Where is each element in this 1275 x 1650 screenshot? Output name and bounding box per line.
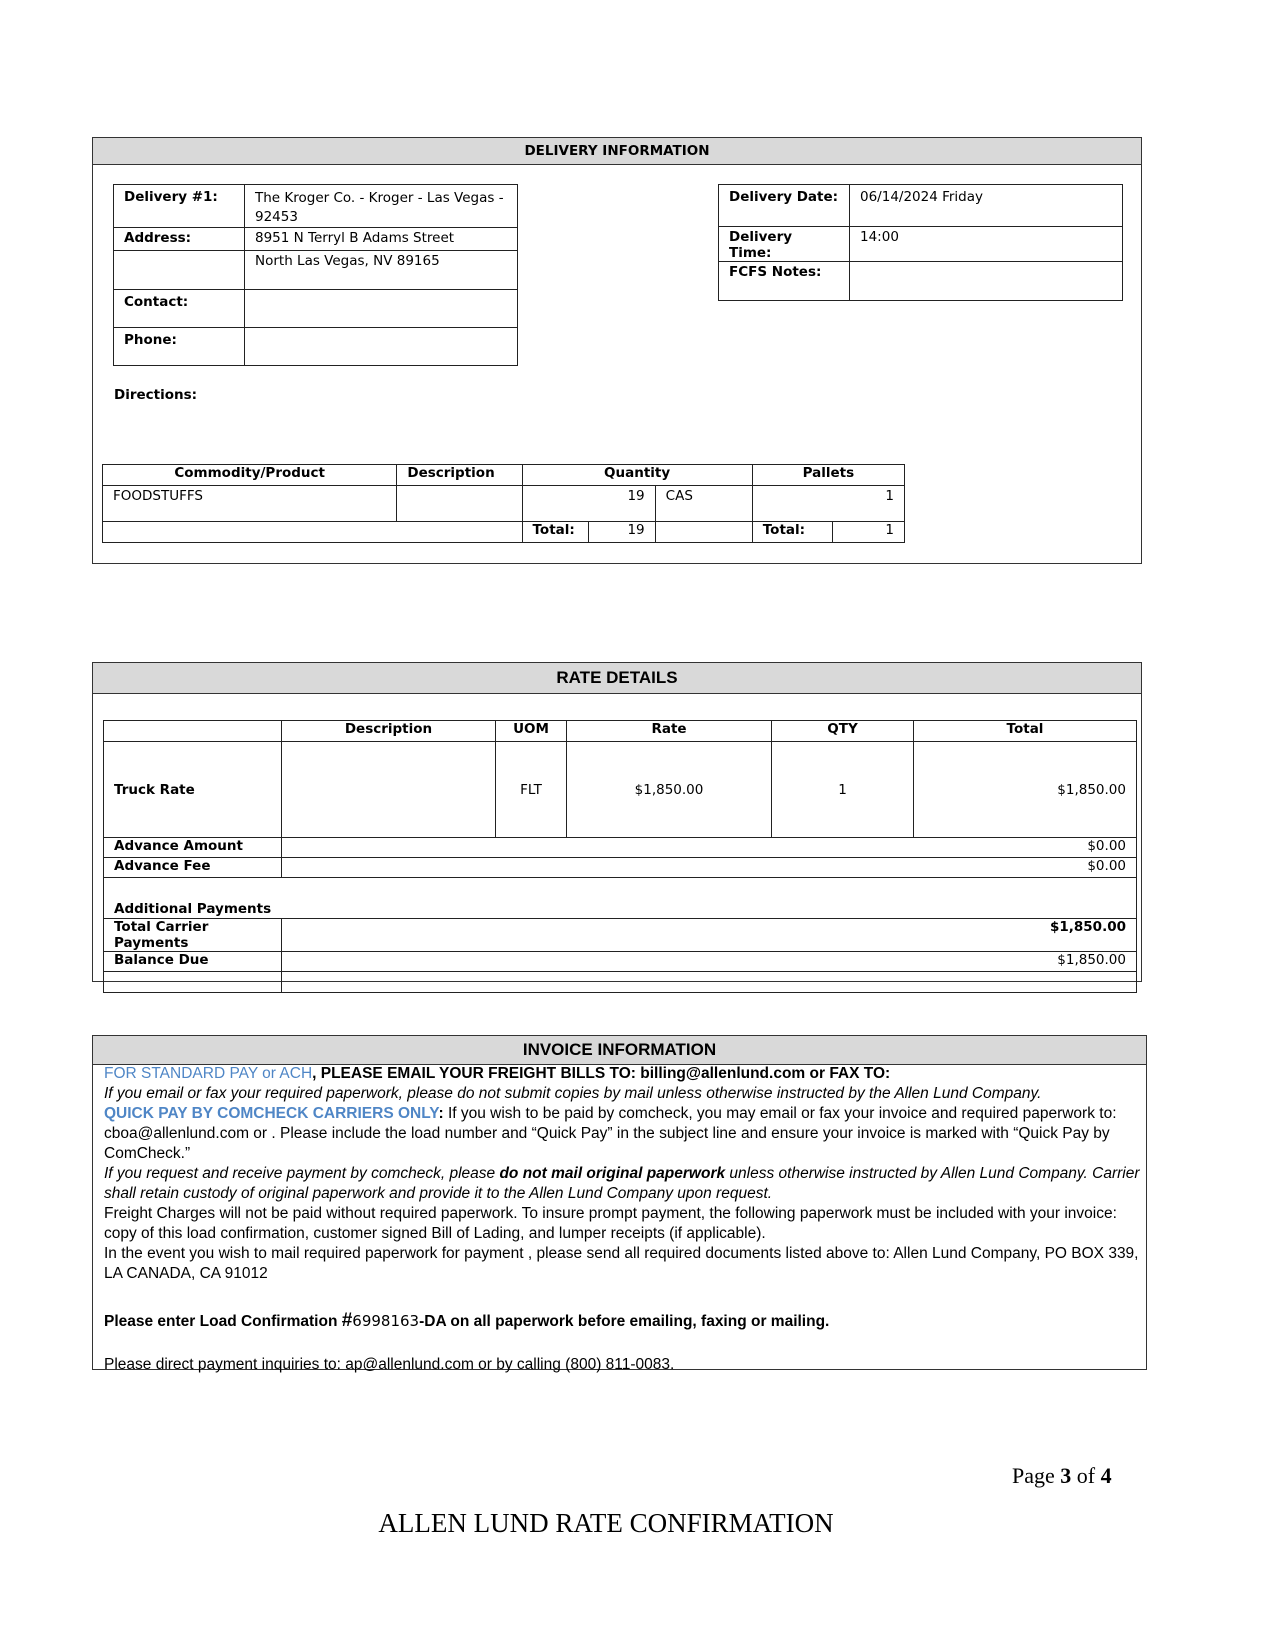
standard-pay-link-text: FOR STANDARD PAY or ACH [104,1065,313,1082]
page-of: of [1071,1463,1101,1488]
truck-qty: 1 [772,742,914,838]
advance-amount-label: Advance Amount [104,838,282,858]
page-number [1012,1463,1112,1489]
quick-pay-colon: : [438,1105,444,1122]
delivery-line2: 92453 [255,209,298,225]
delivery-table [113,184,518,366]
delivery-time-label: Delivery Time: [719,227,850,262]
confirm-text-b: -DA on all paperwork before emailing, faxing or mailing. [419,1313,830,1330]
truck-rate-label: Truck Rate [104,742,282,838]
commodity-description [397,486,522,522]
quick-pay-heading: QUICK PAY BY COMCHECK CARRIERS ONLY [104,1105,439,1122]
mail-paragraph: In the event you wish to mail required paperwork for payment , please send all required documents listed above to: Allen Lund Company, PO BOX 339, LA CANADA, CA 91012 [104,1245,1139,1282]
address-label: Address: [114,228,245,251]
delivery-date-value: 06/14/2024 Friday [850,185,1123,227]
rate-col-blank [104,721,282,742]
truck-description [282,742,496,838]
fcfs-notes-value [850,262,1123,301]
comcheck-text-bold: do not mail original paperwork [499,1165,726,1182]
directions-label: Directions: [114,387,198,403]
rate-table [103,720,1137,993]
total-row-empty [103,522,523,543]
standard-pay-note: If you email or fax your required paperwork, please do not submit copies by mail unless otherwise instructed by the Allen Lund Company. [104,1085,1042,1102]
rate-col-total: Total [914,721,1137,742]
rate-col-uom: UOM [496,721,567,742]
advance-fee-value: $0.00 [282,858,1137,878]
rate-empty-cell-right [282,972,1137,993]
payment-inquiry-line: Please direct payment inquiries to: ap@allenlund.com or by calling (800) 811-0083. [104,1356,675,1373]
delivery-number-value [245,185,518,228]
page-current: 3 [1060,1463,1072,1488]
total-carrier-value: $1,850.00 [282,919,1137,952]
invoice-header: INVOICE INFORMATION [93,1036,1146,1065]
commodity-table [102,464,905,543]
advance-fee-label: Advance Fee [104,858,282,878]
col-pallets: Pallets [752,465,904,486]
delivery-number-label: Delivery #1: [114,185,245,228]
quick-pay-paragraph [104,1104,1140,1164]
commodity-pallets: 1 [752,486,904,522]
freight-paragraph: Freight Charges will not be paid without required paperwork. To insure prompt payment, the following paperwork must be included with your invoice: copy of this load confirmation, customer signed Bill of Lading, and lumper receipts (if applicable). [104,1205,1117,1242]
confirm-number: 6998163 [352,1312,420,1330]
truck-total: $1,850.00 [914,742,1137,838]
address-empty-cell [114,251,245,290]
commodity-product: FOODSTUFFS [103,486,397,522]
commodity-unit: CAS [655,486,752,522]
confirm-hash: # [341,1310,353,1331]
additional-payments-label: Additional Payments [104,878,1137,919]
rate-header: RATE DETAILS [93,663,1141,694]
total-carrier-label: Total Carrier Payments [104,919,282,952]
load-confirmation-line [104,1311,1140,1332]
qty-total-value: 19 [588,522,655,543]
standard-pay-line [104,1064,1140,1084]
truck-rate: $1,850.00 [567,742,772,838]
delivery-line1: The Kroger Co. - Kroger - Las Vegas - [255,190,504,206]
comcheck-paragraph [104,1164,1140,1204]
phone-value [245,328,518,366]
phone-label: Phone: [114,328,245,366]
standard-pay-text: , PLEASE EMAIL YOUR FREIGHT BILLS TO: billing@allenlund.com or FAX TO: [312,1065,891,1082]
delivery-schedule-table [718,184,1123,301]
rate-col-qty: QTY [772,721,914,742]
comcheck-text-a: If you request and receive payment by comcheck, please [104,1165,500,1182]
col-commodity: Commodity/Product [103,465,397,486]
pallets-total-value: 1 [832,522,904,543]
delivery-date-label: Delivery Date: [719,185,850,227]
rate-empty-cell-left [104,972,282,993]
balance-due-label: Balance Due [104,952,282,972]
balance-due-value: $1,850.00 [282,952,1137,972]
rate-col-description: Description [282,721,496,742]
address-line1: 8951 N Terryl B Adams Street [245,228,518,251]
quick-pay-text: If you wish to be paid by comcheck, you may email or fax your invoice and required paperwork to: cboa@allenlund.com or . Please include the load number and “Quick Pay” in the subject line and ensure your invoice is marked with “Quick Pay by ComCheck.” [104,1105,1117,1162]
rate-col-rate: Rate [567,721,772,742]
page-prefix: Page [1012,1463,1061,1488]
page-total: 4 [1100,1463,1112,1488]
pallets-total-label: Total: [752,522,832,543]
commodity-qty: 19 [522,486,655,522]
fcfs-notes-label: FCFS Notes: [719,262,850,301]
advance-amount-value: $0.00 [282,838,1137,858]
invoice-body [104,1064,1140,1375]
contact-value [245,290,518,328]
truck-uom: FLT [496,742,567,838]
comcheck-text-c: unless otherwise instructed by Allen Lund Company. Carrier shall retain custody of original paperwork and provide it to the Allen Lund Company upon request. [104,1165,1140,1202]
address-line2: North Las Vegas, NV 89165 [245,251,518,290]
col-description: Description [397,465,522,486]
contact-label: Contact: [114,290,245,328]
confirm-text-a: Please enter Load Confirmation [104,1313,342,1330]
delivery-header: DELIVERY INFORMATION [93,138,1141,165]
qty-total-label: Total: [522,522,588,543]
delivery-time-value: 14:00 [850,227,1123,262]
qty-total-unit [655,522,752,543]
col-quantity: Quantity [522,465,752,486]
document-title: ALLEN LUND RATE CONFIRMATION [378,1508,834,1538]
